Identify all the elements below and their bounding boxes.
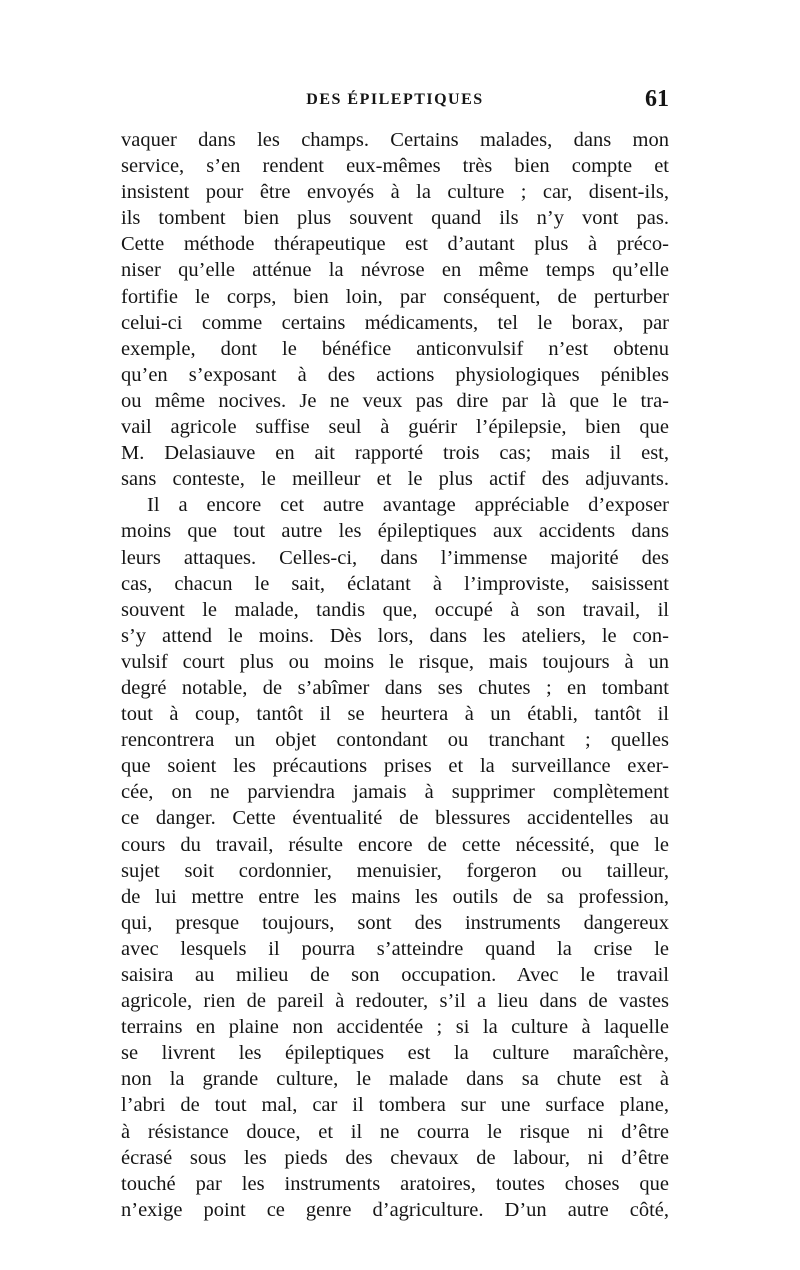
text-line: terrains en plaine non accidentée ; si la culture à laquelle [121,1016,669,1039]
text-line: insistent pour être envoyés à la culture ; car, disent-ils, [121,181,669,204]
text-line: qui, presque toujours, sont des instruments dangereux [121,911,669,934]
text-line: celui-ci comme certains médicaments, tel le borax, par [121,311,669,334]
text-line: leurs attaques. Celles-ci, dans l’immense majorité des [121,546,669,569]
text-line: ils tombent bien plus souvent quand ils n’y vont pas. [121,207,669,230]
text-line: cours du travail, résulte encore de cette nécessité, que le [121,833,669,856]
running-title: DES ÉPILEPTIQUES [306,91,484,108]
text-line: service, s’en rendent eux-mêmes très bien compte et [121,155,669,178]
text-line: tout à coup, tantôt il se heurtera à un établi, tantôt il [121,703,669,726]
paragraph-start-line: Il a encore cet autre avantage appréciable d’exposer [147,494,669,517]
text-line: écrasé sous les pieds des chevaux de labour, ni d’être [121,1146,669,1169]
text-line: avec lesquels il pourra s’atteindre quand la crise le [121,937,669,960]
paragraph-end-line: sans conteste, le meilleur et le plus actif des adjuvants. [121,468,669,491]
text-line: M. Delasiauve en ait rapporté trois cas; mais il est, [121,442,669,465]
text-line: de lui mettre entre les mains les outils de sa profession, [121,885,669,908]
text-line: moins que tout autre les épileptiques aux accidents dans [121,520,669,543]
text-line: n’exige point ce genre d’agriculture. D’un autre côté, [121,1198,669,1221]
text-line: degré notable, de s’abîmer dans ses chutes ; en tombant [121,676,669,699]
text-line: fortifie le corps, bien loin, par conséquent, de perturber [121,285,669,308]
text-line: vail agricole suffise seul à guérir l’épilepsie, bien que [121,416,669,439]
text-line: Cette méthode thérapeutique est d’autant plus à préco- [121,233,669,256]
text-line: non la grande culture, le malade dans sa chute est à [121,1068,669,1091]
text-line: s’y attend le moins. Dès lors, dans les ateliers, le con- [121,624,669,647]
text-line: se livrent les épileptiques est la culture maraîchère, [121,1042,669,1065]
text-line: touché par les instruments aratoires, toutes choses que [121,1172,669,1195]
text-line: qu’en s’exposant à des actions physiologiques pénibles [121,363,669,386]
text-line: agricole, rien de pareil à redouter, s’il a lieu dans de vastes [121,990,669,1013]
text-line: saisira au milieu de son occupation. Avec le travail [121,964,669,986]
text-line: ce danger. Cette éventualité de blessures accidentelles au [121,807,669,830]
page-number: 61 [645,86,669,112]
text-line: exemple, dont le bénéfice anticonvulsif n’est obtenu [121,337,669,360]
text-line: vulsif court plus ou moins le risque, mais toujours à un [121,650,669,673]
text-line: ou même nocives. Je ne veux pas dire par là que le tra- [121,389,669,412]
text-line: sujet soit cordonnier, menuisier, forgeron ou tailleur, [121,859,669,882]
text-line: niser qu’elle atténue la névrose en même temps qu’elle [121,259,669,282]
text-line: rencontrera un objet contondant ou tranchant ; quelles [121,729,669,752]
text-line: à résistance douce, et il ne courra le risque ni d’être [121,1120,669,1143]
text-line: l’abri de tout mal, car il tombera sur une surface plane, [121,1094,669,1117]
text-line: souvent le malade, tandis que, occupé à son travail, il [121,598,669,621]
text-line: vaquer dans les champs. Certains malades, dans mon [121,129,669,151]
text-line: cas, chacun le sait, éclatant à l’improviste, saisissent [121,572,669,595]
body-text [121,127,669,1223]
text-line: que soient les précautions prises et la surveillance exer- [121,755,669,778]
text-line: cée, on ne parviendra jamais à supprimer complètement [121,781,669,804]
running-head [121,86,669,116]
